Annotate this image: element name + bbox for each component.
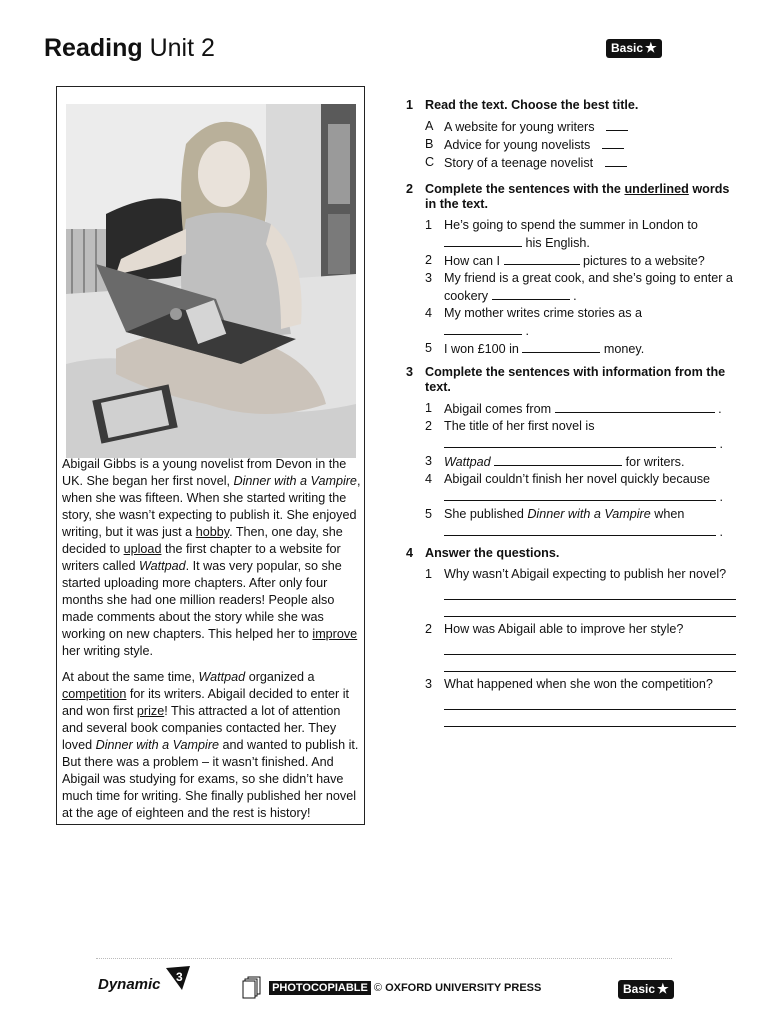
sentence-row	[425, 252, 736, 270]
question-4-instruction: 4 Answer the questions.	[406, 546, 560, 560]
footer-level-badge: Basic ★	[618, 980, 674, 999]
question-2-instruction: 2 Complete the sentences with the underlined words in the text.	[406, 182, 730, 211]
sentence-end: pictures to a website?	[579, 254, 705, 268]
sentence-row	[425, 506, 736, 541]
answer-line[interactable]	[444, 693, 736, 710]
answer-blank[interactable]	[602, 136, 624, 149]
copy-pages-icon	[242, 976, 262, 1000]
sentence-start: My mother writes crime stories as a	[444, 306, 643, 320]
star-icon: ★	[645, 40, 657, 55]
italic-text: Wattpad	[198, 670, 246, 684]
item-number: 5	[425, 341, 433, 355]
sentence-start: when	[650, 507, 685, 521]
option-letter: A	[425, 119, 434, 133]
question-row	[425, 621, 736, 672]
answer-blank[interactable]	[444, 322, 522, 335]
item-number: 2	[425, 253, 433, 267]
photo	[66, 104, 356, 458]
italic-text: Wattpad	[138, 559, 186, 573]
sentence-end: .	[522, 324, 529, 338]
answer-line[interactable]	[444, 600, 736, 617]
answer-line[interactable]	[444, 655, 736, 672]
sentence-end: .	[714, 402, 722, 416]
item-number: 5	[425, 507, 433, 521]
question-2-items	[406, 217, 736, 358]
vocab-word: upload	[123, 542, 162, 556]
option-row	[425, 154, 736, 172]
option-text: Advice for young novelists	[444, 138, 594, 152]
italic-text: Dinner with a Vampire	[233, 474, 357, 488]
option-letter: C	[425, 155, 435, 169]
answer-blank[interactable]	[605, 154, 627, 167]
question-4-items	[406, 566, 736, 727]
option-text: A website for young writers	[444, 120, 598, 134]
question-text: How was Abigail able to improve her style?	[444, 622, 684, 636]
answer-blank[interactable]	[492, 287, 570, 300]
question-3-items	[406, 400, 736, 541]
answer-blank[interactable]	[444, 523, 716, 536]
sentence-row	[425, 453, 736, 471]
sentence-start: Abigail couldn’t finish her novel quickly because	[444, 472, 711, 486]
footer-divider	[96, 958, 672, 959]
sentence-row	[425, 305, 736, 340]
passage-paragraph-2	[62, 669, 362, 822]
item-number: 4	[425, 472, 433, 486]
question-3-instruction: 3 Complete the sentences with information from the text.	[406, 365, 726, 394]
sentence-start: My friend is a great cook, and she’s going to enter a cookery	[444, 271, 733, 303]
sentence-end: .	[716, 525, 723, 539]
passage-paragraph-1	[62, 456, 362, 660]
sentence-start: Abigail comes from	[444, 402, 555, 416]
answer-blank[interactable]	[606, 118, 628, 131]
level-badge: Basic ★	[606, 39, 662, 58]
vocab-word: hobby	[195, 525, 230, 539]
question-row	[425, 566, 736, 617]
passage-text: organized a	[245, 670, 315, 684]
photocopiable-notice: PHOTOCOPIABLE © OXFORD UNIVERSITY PRESS	[242, 976, 541, 1000]
sentence-start: The title of her first novel is	[444, 419, 595, 433]
passage-text: . It was very popular, so she started uploading more chapters. After only four months she had one million readers! People also made comments about the story while she was working on new chapters. This helped her to	[62, 559, 342, 641]
reading-passage	[62, 456, 362, 831]
sentence-end: .	[569, 289, 577, 303]
question-1-options	[406, 118, 736, 172]
passage-text: Abigail Gibbs is a young novelist from Devon in the UK. She began her first novel,	[62, 457, 347, 488]
question-3	[406, 365, 736, 541]
brand-logo: Dynamic	[98, 976, 161, 993]
passage-text: and wanted to publish it. But there was a problem – it wasn’t finished. And Abigail was studying for exams, so she didn’t have much time for writing. She finally published her novel at the age of eighteen and the rest is history!	[62, 738, 359, 820]
passage-text: ! This attracted a lot of attention and several book companies contacted her. They loved	[62, 704, 341, 752]
item-number: 2	[425, 622, 433, 636]
vocab-word: prize	[136, 704, 165, 718]
sentence-start: How can I	[444, 254, 504, 268]
item-number: 3	[425, 271, 433, 285]
item-number: 3	[425, 677, 433, 691]
answer-blank[interactable]	[522, 340, 600, 353]
answer-blank[interactable]	[555, 400, 715, 413]
question-2	[406, 182, 736, 358]
answer-blank[interactable]	[504, 252, 580, 265]
sentence-row	[425, 340, 736, 358]
level-number: 3	[176, 970, 183, 984]
question-text: What happened when she won the competition?	[444, 677, 713, 691]
question-1	[406, 98, 736, 172]
level-3-logo	[164, 964, 192, 992]
item-number: 1	[425, 567, 433, 581]
sentence-end: .	[716, 490, 723, 504]
sentence-end: .	[716, 437, 723, 451]
sentence-row	[425, 217, 736, 252]
option-letter: B	[425, 137, 434, 151]
sentence-end: his English.	[522, 236, 590, 250]
answer-blank[interactable]	[444, 435, 716, 448]
question-text: Why wasn’t Abigail expecting to publish her novel?	[444, 567, 727, 581]
item-number: 4	[425, 306, 433, 320]
item-number: 1	[425, 401, 433, 415]
passage-text: her writing style.	[62, 644, 153, 658]
item-number: 1	[425, 218, 433, 232]
italic-text: Dinner with a Vampire	[527, 507, 651, 521]
publisher-name: OXFORD UNIVERSITY PRESS	[385, 981, 542, 994]
sentence-end: money.	[600, 342, 645, 356]
answer-blank[interactable]	[494, 453, 622, 466]
passage-text: , when she was fifteen. When she started writing the story, she wasn’t expecting to publish it. She enjoyed writing, but it was just a	[62, 474, 361, 539]
answer-blank[interactable]	[444, 234, 522, 247]
question-row	[425, 676, 736, 727]
option-row	[425, 136, 736, 154]
answer-line[interactable]	[444, 638, 736, 655]
option-text: Story of a teenage novelist	[444, 156, 597, 170]
passage-text: At about the same time,	[62, 670, 199, 684]
passage-text: for its writers. Abigail decided to enter it and won first	[62, 687, 349, 718]
passage-text: the first chapter to a website for writers called	[62, 542, 341, 573]
sentence-end: for writers.	[622, 455, 685, 469]
sentence-start: She published	[444, 507, 528, 521]
passage-text: . Then, one day, she decided to	[62, 525, 343, 556]
photocopiable-label: PHOTOCOPIABLE	[269, 981, 371, 995]
question-1-instruction: 1 Read the text. Choose the best title.	[406, 98, 639, 112]
vocab-word: competition	[62, 687, 127, 701]
sentence-start: Wattpad	[444, 455, 491, 469]
question-4	[406, 546, 736, 731]
option-row	[425, 118, 736, 136]
sentence-start: I won £100 in	[444, 342, 523, 356]
sentence-row	[425, 418, 736, 453]
answer-blank[interactable]	[444, 488, 716, 501]
sentence-row	[425, 471, 736, 506]
page-title: Reading Unit 2	[44, 34, 215, 62]
star-icon: ★	[657, 981, 669, 996]
vocab-word: improve	[312, 627, 358, 641]
sentence-row	[425, 270, 736, 305]
answer-line[interactable]	[444, 710, 736, 727]
answer-line[interactable]	[444, 583, 736, 600]
photo-illustration	[66, 104, 356, 458]
sentence-start: He’s going to spend the summer in London to	[444, 218, 698, 232]
italic-text: Dinner with a Vampire	[95, 738, 220, 752]
item-number: 2	[425, 419, 433, 433]
sentence-row	[425, 400, 736, 418]
item-number: 3	[425, 454, 433, 468]
